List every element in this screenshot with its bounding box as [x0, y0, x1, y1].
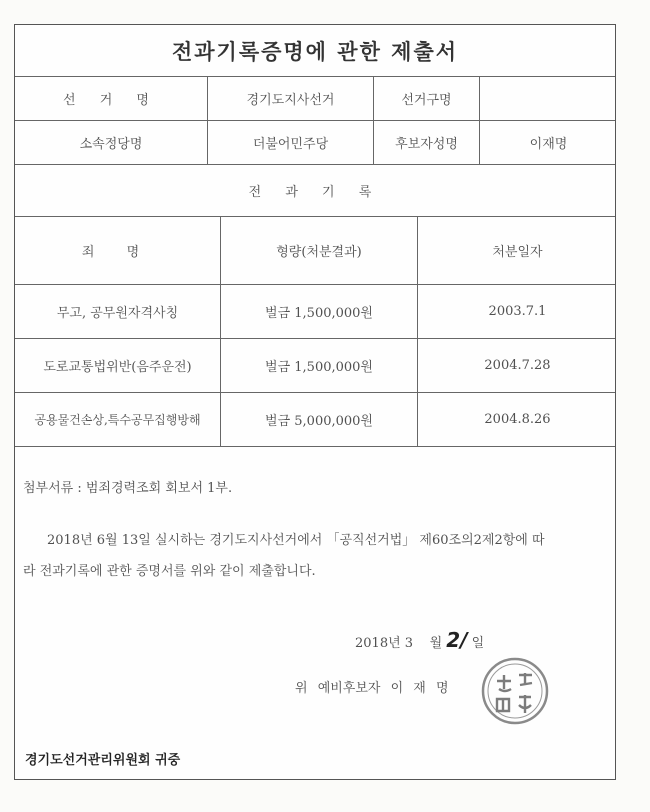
submit-date	[355, 628, 484, 652]
party-value: 더불어민주당	[207, 121, 373, 164]
recipient-footer: 경기도선거관리위원회 귀중	[25, 753, 181, 768]
offense-cell: 공용물건손상,특수공무집행방해	[34, 413, 201, 427]
date-year-month: 2018년 3	[355, 636, 414, 651]
offense-cell: 무고, 공무원자격사칭	[56, 306, 179, 321]
election-row	[15, 77, 615, 121]
record-section-row	[15, 165, 615, 217]
header-sentence: 형량(처분결과)	[220, 217, 417, 284]
header-date: 처분일자	[417, 217, 617, 284]
election-name-label: 선 거 명	[63, 93, 159, 108]
title-row	[15, 25, 615, 77]
header-offense: 죄 명	[81, 245, 154, 260]
candidate-label: 후보자성명	[373, 121, 479, 164]
table-row	[15, 339, 615, 393]
record-section-title: 전 과 기 록	[248, 185, 382, 200]
sentence-cell: 벌금 5,000,000원	[220, 393, 417, 446]
sentence-cell: 벌금 1,500,000원	[220, 285, 417, 338]
attachment-note: 첨부서류 : 범죄경력조회 회보서 1부.	[23, 481, 233, 496]
sentence-cell: 벌금 1,500,000원	[220, 339, 417, 392]
body-text-line1: 2018년 6월 13일 실시하는 경기도지사선거에서 「공직선거법」 제60조의2제2항에 따	[47, 533, 545, 548]
date-month-word: 월	[429, 636, 443, 651]
district-value	[479, 77, 617, 120]
date-day-word: 일	[471, 636, 485, 651]
table-row	[15, 393, 615, 447]
document-title: 전과기록증명에 관한 제출서	[171, 38, 459, 64]
date-cell: 2003.7.1	[417, 285, 617, 338]
party-row	[15, 121, 615, 165]
district-label: 선거구명	[373, 77, 479, 120]
date-day-handwritten: 2/	[446, 628, 468, 652]
party-label: 소속정당명	[79, 137, 143, 152]
date-cell: 2004.7.28	[417, 339, 617, 392]
form-frame	[14, 24, 616, 780]
signer-line: 위 예비후보자 이 재 명	[295, 681, 449, 696]
candidate-value: 이재명	[479, 121, 617, 164]
election-name-value: 경기도지사선거	[207, 77, 373, 120]
seal-stamp-icon	[479, 655, 551, 727]
body-text-line2: 라 전과기록에 관한 증명서를 위와 같이 제출합니다.	[23, 564, 316, 579]
table-row	[15, 285, 615, 339]
record-header-row	[15, 217, 615, 285]
date-cell: 2004.8.26	[417, 393, 617, 446]
offense-cell: 도로교통법위반(음주운전)	[43, 360, 192, 375]
